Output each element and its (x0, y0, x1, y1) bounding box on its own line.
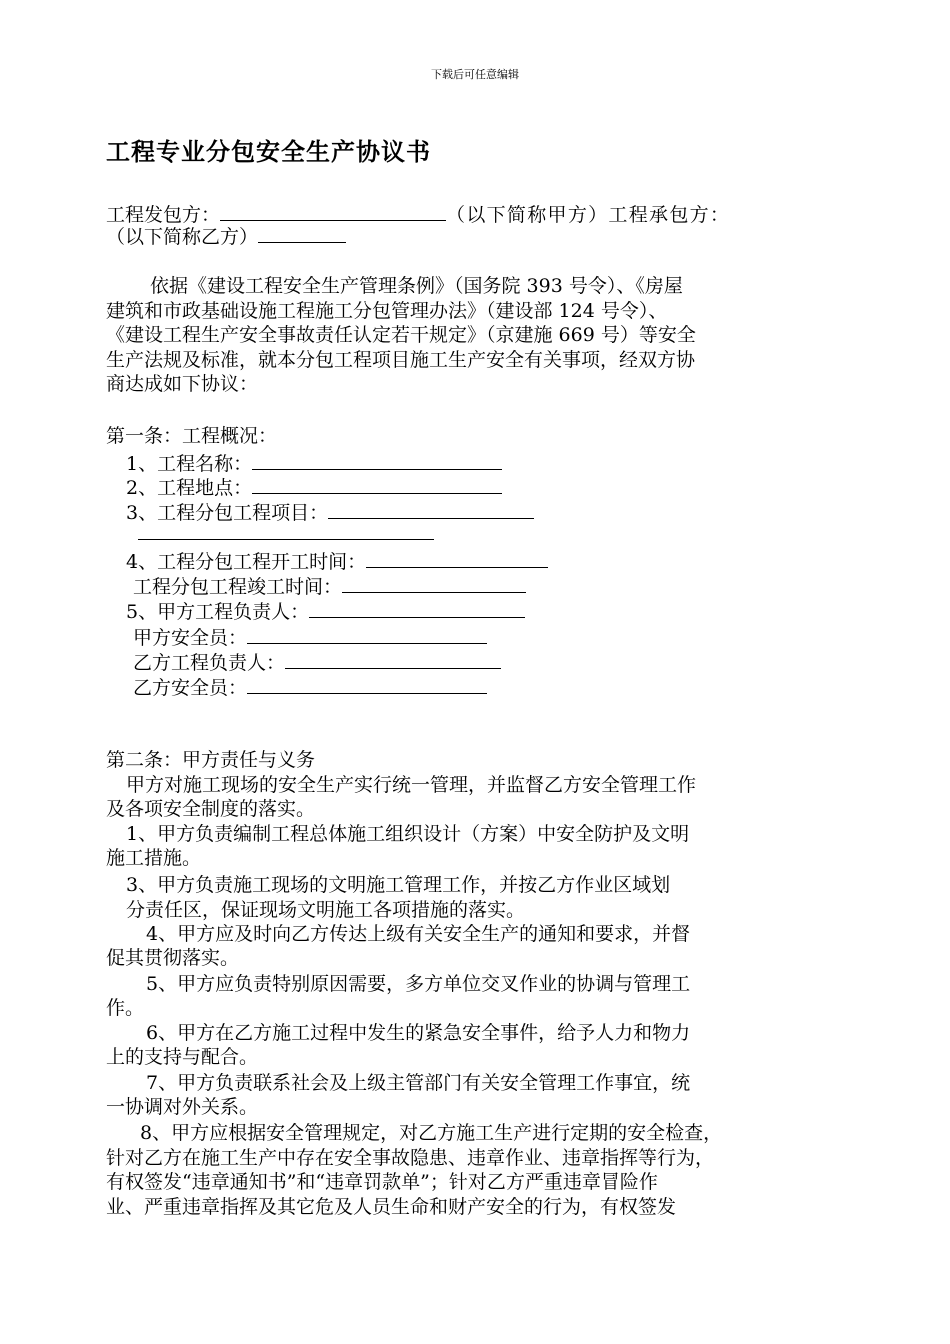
article2-line: 5、甲方应负责特别原因需要，多方单位交叉作业的协调与管理工 (146, 973, 691, 995)
field-a-safety (133, 624, 487, 650)
article2-line: 及各项安全制度的落实。 (106, 798, 316, 820)
field-label: 5、甲方工程负责人： (126, 601, 310, 623)
article2-line: 3、甲方负责施工现场的文明施工管理工作，并按乙方作业区域划 (126, 874, 671, 896)
article2-line: 上的支持与配合。 (106, 1046, 259, 1068)
header-note: 下载后可任意编辑 (431, 68, 519, 81)
field-label: 1、工程名称： (126, 453, 253, 475)
end-time-blank[interactable] (342, 573, 526, 593)
article2-line: 促其贯彻落实。 (106, 947, 240, 969)
employer-blank[interactable] (220, 201, 446, 221)
employer-suffix: （以下简称甲方）工程承包方： (446, 204, 731, 226)
project-name-blank[interactable] (252, 450, 502, 470)
article2-line: 8、甲方应根据安全管理规定，对乙方施工生产进行定期的安全检查， (140, 1122, 723, 1144)
field-b-manager (133, 649, 501, 675)
field-project-name (126, 450, 502, 476)
field-label: 2、工程地点： (126, 477, 253, 499)
article2-line: 一协调对外关系。 (106, 1096, 259, 1118)
field-label: 4、工程分包工程开工时间： (126, 551, 367, 573)
field-start-time (126, 548, 548, 574)
article2-line: 分责任区，保证现场文明施工各项措施的落实。 (126, 899, 526, 921)
article2-line: 有权签发“违章通知书”和“违章罚款单”；针对乙方严重违章冒险作 (106, 1171, 658, 1193)
start-time-blank[interactable] (366, 548, 548, 568)
field-label: 3、工程分包工程项目： (126, 502, 329, 524)
article2-line: 业、严重违章指挥及其它危及人员生命和财产安全的行为，有权签发 (106, 1196, 677, 1218)
parties-line-2 (106, 223, 346, 249)
subcontract-item-blank-2[interactable] (138, 520, 434, 540)
b-safety-blank[interactable] (247, 674, 487, 694)
field-label: 乙方安全员： (133, 677, 248, 699)
article1-heading: 第一条：工程概况： (106, 425, 278, 447)
contractor-suffix: （以下简称乙方） (106, 226, 259, 248)
field-subcontract-item-cont (138, 520, 434, 546)
field-label: 甲方安全员： (133, 627, 248, 649)
article2-line: 7、甲方负责联系社会及上级主管部门有关安全管理工作事宜，统 (146, 1072, 691, 1094)
a-safety-blank[interactable] (247, 624, 487, 644)
article2-line: 1、甲方负责编制工程总体施工组织设计（方案）中安全防护及文明 (126, 823, 690, 845)
subcontract-item-blank[interactable] (328, 499, 534, 519)
article2-line: 作。 (106, 997, 145, 1019)
field-end-time (133, 573, 526, 599)
article2-line: 甲方对施工现场的安全生产实行统一管理，并监督乙方安全管理工作 (126, 774, 697, 796)
article2-line: 4、甲方应及时向乙方传达上级有关安全生产的通知和要求，并督 (146, 923, 691, 945)
field-project-location (126, 474, 502, 500)
preamble-line: 《建设工程生产安全事故责任认定若干规定》（京建施 669 号）等安全 (106, 324, 696, 346)
preamble-line: 生产法规及标准，就本分包工程项目施工生产安全有关事项，经双方协 (106, 349, 696, 371)
article2-line: 针对乙方在施工生产中存在安全事故隐患、违章作业、违章指挥等行为， (106, 1147, 715, 1169)
preamble-line: 商达成如下协议： (106, 373, 259, 395)
preamble-line: 依据《建设工程安全生产管理条例》（国务院 393 号令）、《房屋 (150, 275, 683, 297)
field-label: 乙方工程负责人： (133, 652, 286, 674)
document-title: 工程专业分包安全生产协议书 (106, 138, 431, 166)
field-b-safety (133, 674, 487, 700)
a-manager-blank[interactable] (309, 598, 525, 618)
article2-line: 施工措施。 (106, 847, 202, 869)
article2-line: 6、甲方在乙方施工过程中发生的紧急安全事件，给予人力和物力 (146, 1022, 691, 1044)
preamble-line: 建筑和市政基础设施工程施工分包管理办法》（建设部 124 号令）、 (106, 300, 668, 322)
field-a-manager (126, 598, 525, 624)
b-manager-blank[interactable] (285, 649, 501, 669)
employer-label: 工程发包方： (106, 204, 221, 226)
project-location-blank[interactable] (252, 474, 502, 494)
field-label: 工程分包工程竣工时间： (133, 576, 343, 598)
contractor-blank[interactable] (258, 223, 346, 243)
article2-heading: 第二条：甲方责任与义务 (106, 749, 316, 771)
